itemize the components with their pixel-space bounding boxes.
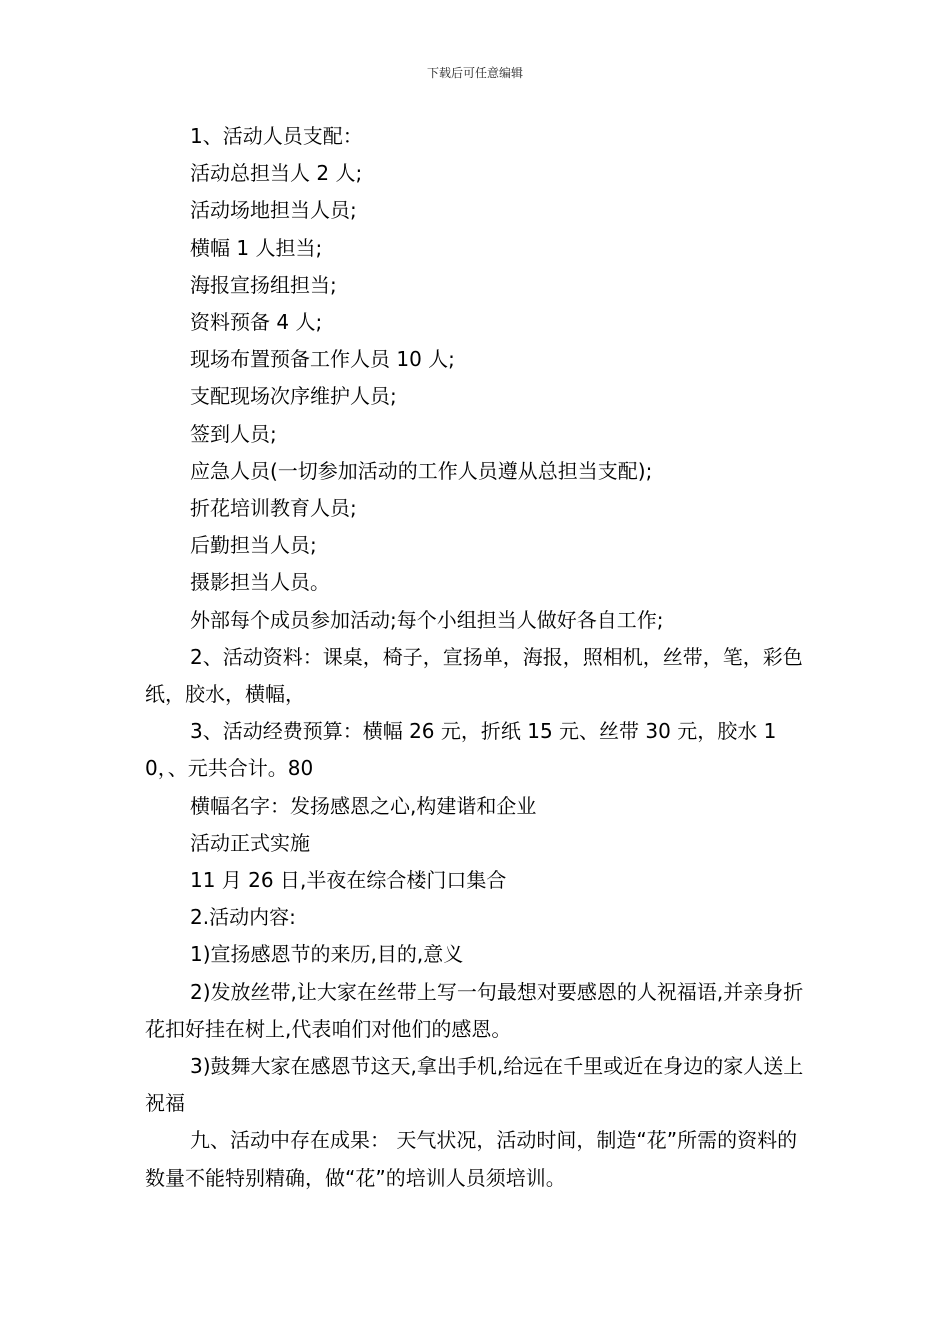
paragraph: 1、活动人员支配： [190, 124, 363, 148]
paragraph: 外部每个成员参加活动;每个小组担当人做好各自工作; [190, 607, 664, 632]
paragraph: 活动总担当人 2 人; [190, 161, 363, 186]
paragraph: 11 月 26 日,半夜在综合楼门口集合 [190, 868, 507, 893]
paragraph: 横幅名字：发扬感恩之心,构建谐和企业 [190, 793, 537, 818]
document-body [145, 118, 817, 1197]
paragraph: 3)鼓舞大家在感恩节这天,拿出手机,给远在千里或近在身边的家人送上祝福 [145, 1054, 804, 1116]
paragraph: 活动正式实施 [190, 830, 310, 855]
paragraph: 后勤担当人员; [190, 533, 317, 558]
paragraph: 摄影担当人员。 [190, 570, 330, 595]
paragraph: 活动场地担当人员; [190, 198, 357, 223]
paragraph: 海报宣扬组担当; [190, 272, 337, 297]
paragraph: 2.活动内容: [190, 905, 296, 930]
paragraph: 2、活动资料：课桌，椅子，宣扬单，海报，照相机，丝带，笔，彩色纸，胶水，横幅， [145, 644, 803, 707]
paragraph: 横幅 1 人担当; [190, 235, 323, 260]
paragraph: 签到人员; [190, 421, 277, 446]
paragraph: 资料预备 4 人; [190, 310, 323, 335]
paragraph: 应急人员(一切参加活动的工作人员遵从总担当支配); [190, 458, 653, 483]
paragraph: 3、活动经费预算：横幅 26 元，折纸 15 元、丝带 30 元，胶水 10，、元共合计。80 [145, 719, 777, 781]
page-header: 下载后可任意编辑 [426, 66, 523, 80]
paragraph: 九、活动中存在成果： 天气状况，活动时间，制造“花”所需的资料的数量不能特别精确，做“花”的培训人员须培训。 [145, 1128, 798, 1190]
paragraph: 折花培训教育人员; [190, 496, 357, 521]
paragraph: 支配现场次序维护人员; [190, 384, 397, 409]
paragraph: 1)宣扬感恩节的来历,目的,意义 [190, 942, 464, 967]
paragraph: 2)发放丝带,让大家在丝带上写一句最想对要感恩的人祝福语,并亲身折花扣好挂在树上,代表咱们对他们的感恩。 [145, 979, 804, 1041]
paragraph: 现场布置预备工作人员 10 人; [190, 347, 455, 372]
